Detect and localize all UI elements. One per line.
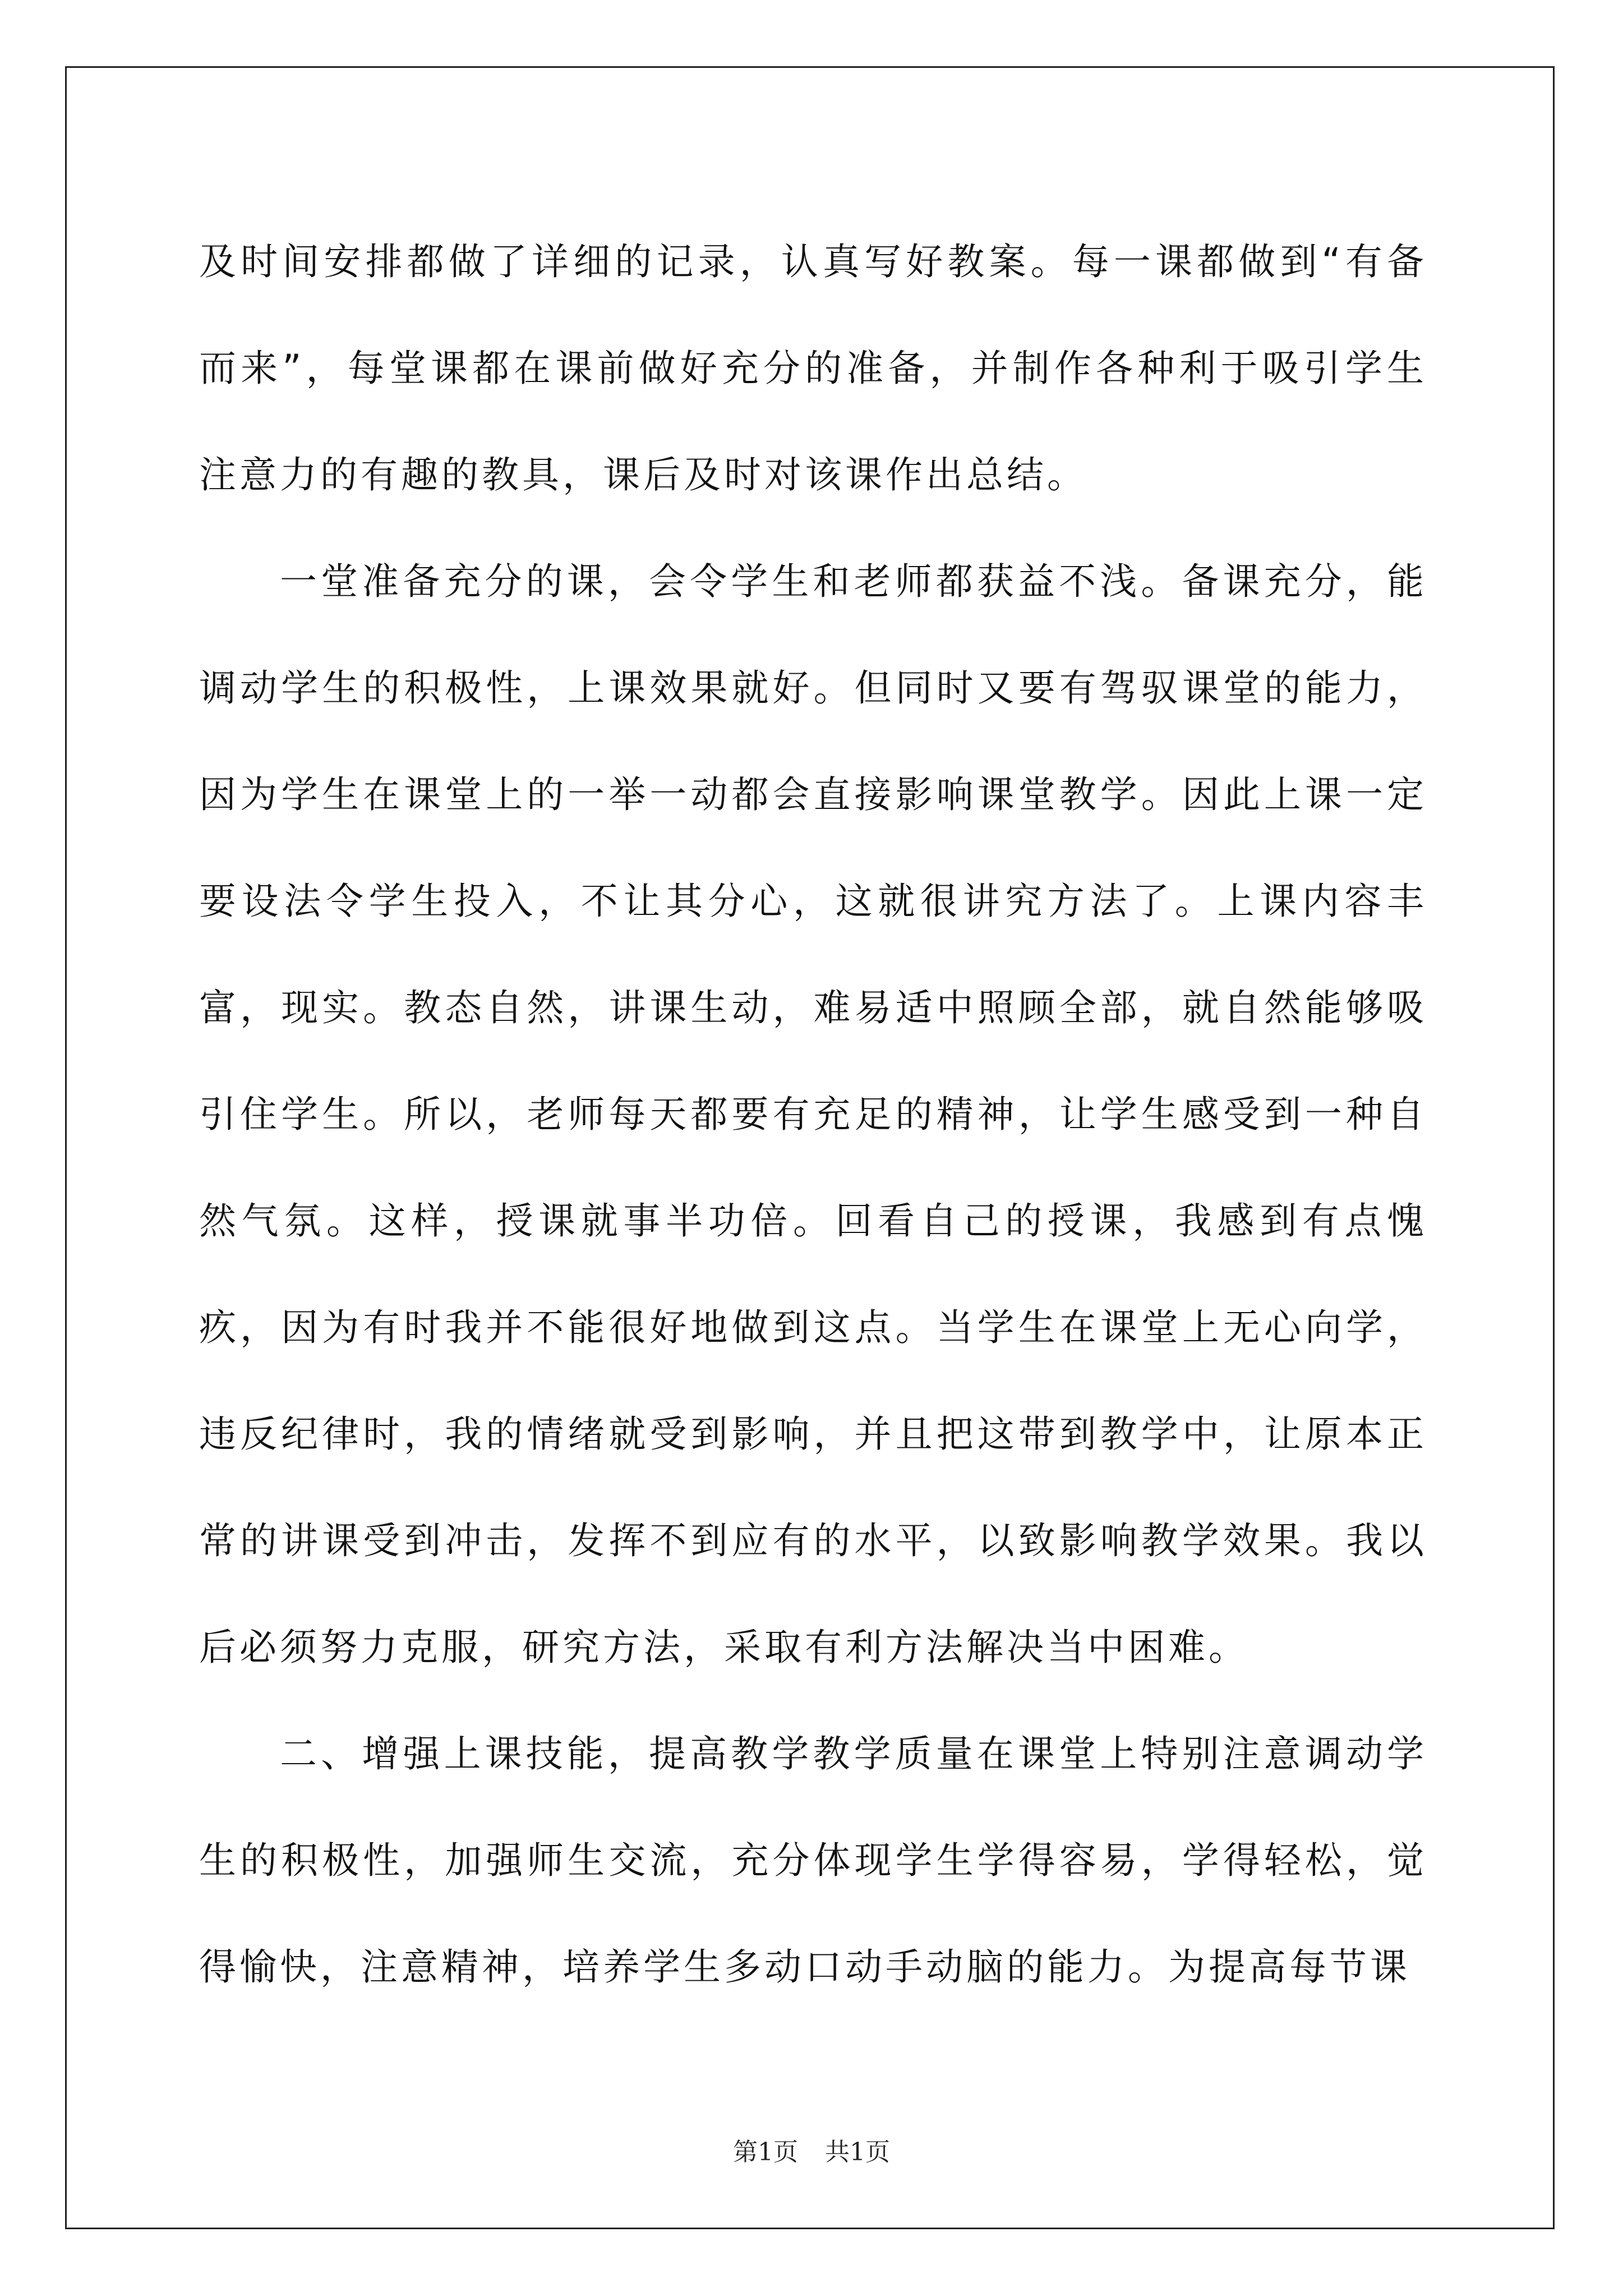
paragraph: 及时间安排都做了详细的记录，认真写好教案。每一课都做到“有备而来”，每堂课都在课前做好充分的准备，并制作各种利于吸引学生注意力的有趣的教具，课后及时对该课作出总结。 [199, 240, 1427, 496]
document-body [199, 209, 1427, 2021]
page-total: 共1页 [825, 2138, 890, 2166]
page-footer [0, 2132, 1623, 2168]
page-number: 第1页 [733, 2138, 798, 2166]
paragraph: 二、增强上课技能，提高教学教学质量在课堂上特别注意调动学生的积极性，加强师生交流，充分体现学生学得容易，学得轻松，觉得愉快，注意精神，培养学生多动口动手动脑的能力。为提高每节课 [199, 1732, 1427, 1989]
paragraph: 一堂准备充分的课，会令学生和老师都获益不浅。备课充分，能调动学生的积极性，上课效果就好。但同时又要有驾驭课堂的能力，因为学生在课堂上的一举一动都会直接影响课堂教学。因此上课一定要设法令学生投入，不让其分心，这就很讲究方法了。上课内容丰富，现实。教态自然，讲课生动，难易适中照顾全部，就自然能够吸引住学生。所以，老师每天都要有充足的精神，让学生感受到一种自然气氛。这样，授课就事半功倍。回看自己的授课，我感到有点愧疚，因为有时我并不能很好地做到这点。当学生在课堂上无心向学，违反纪律时，我的情绪就受到影响，并且把这带到教学中，让原本正常的讲课受到冲击，发挥不到应有的水平，以致影响教学效果。我以后必须努力克服，研究方法，采取有利方法解决当中困难。 [199, 560, 1427, 1669]
